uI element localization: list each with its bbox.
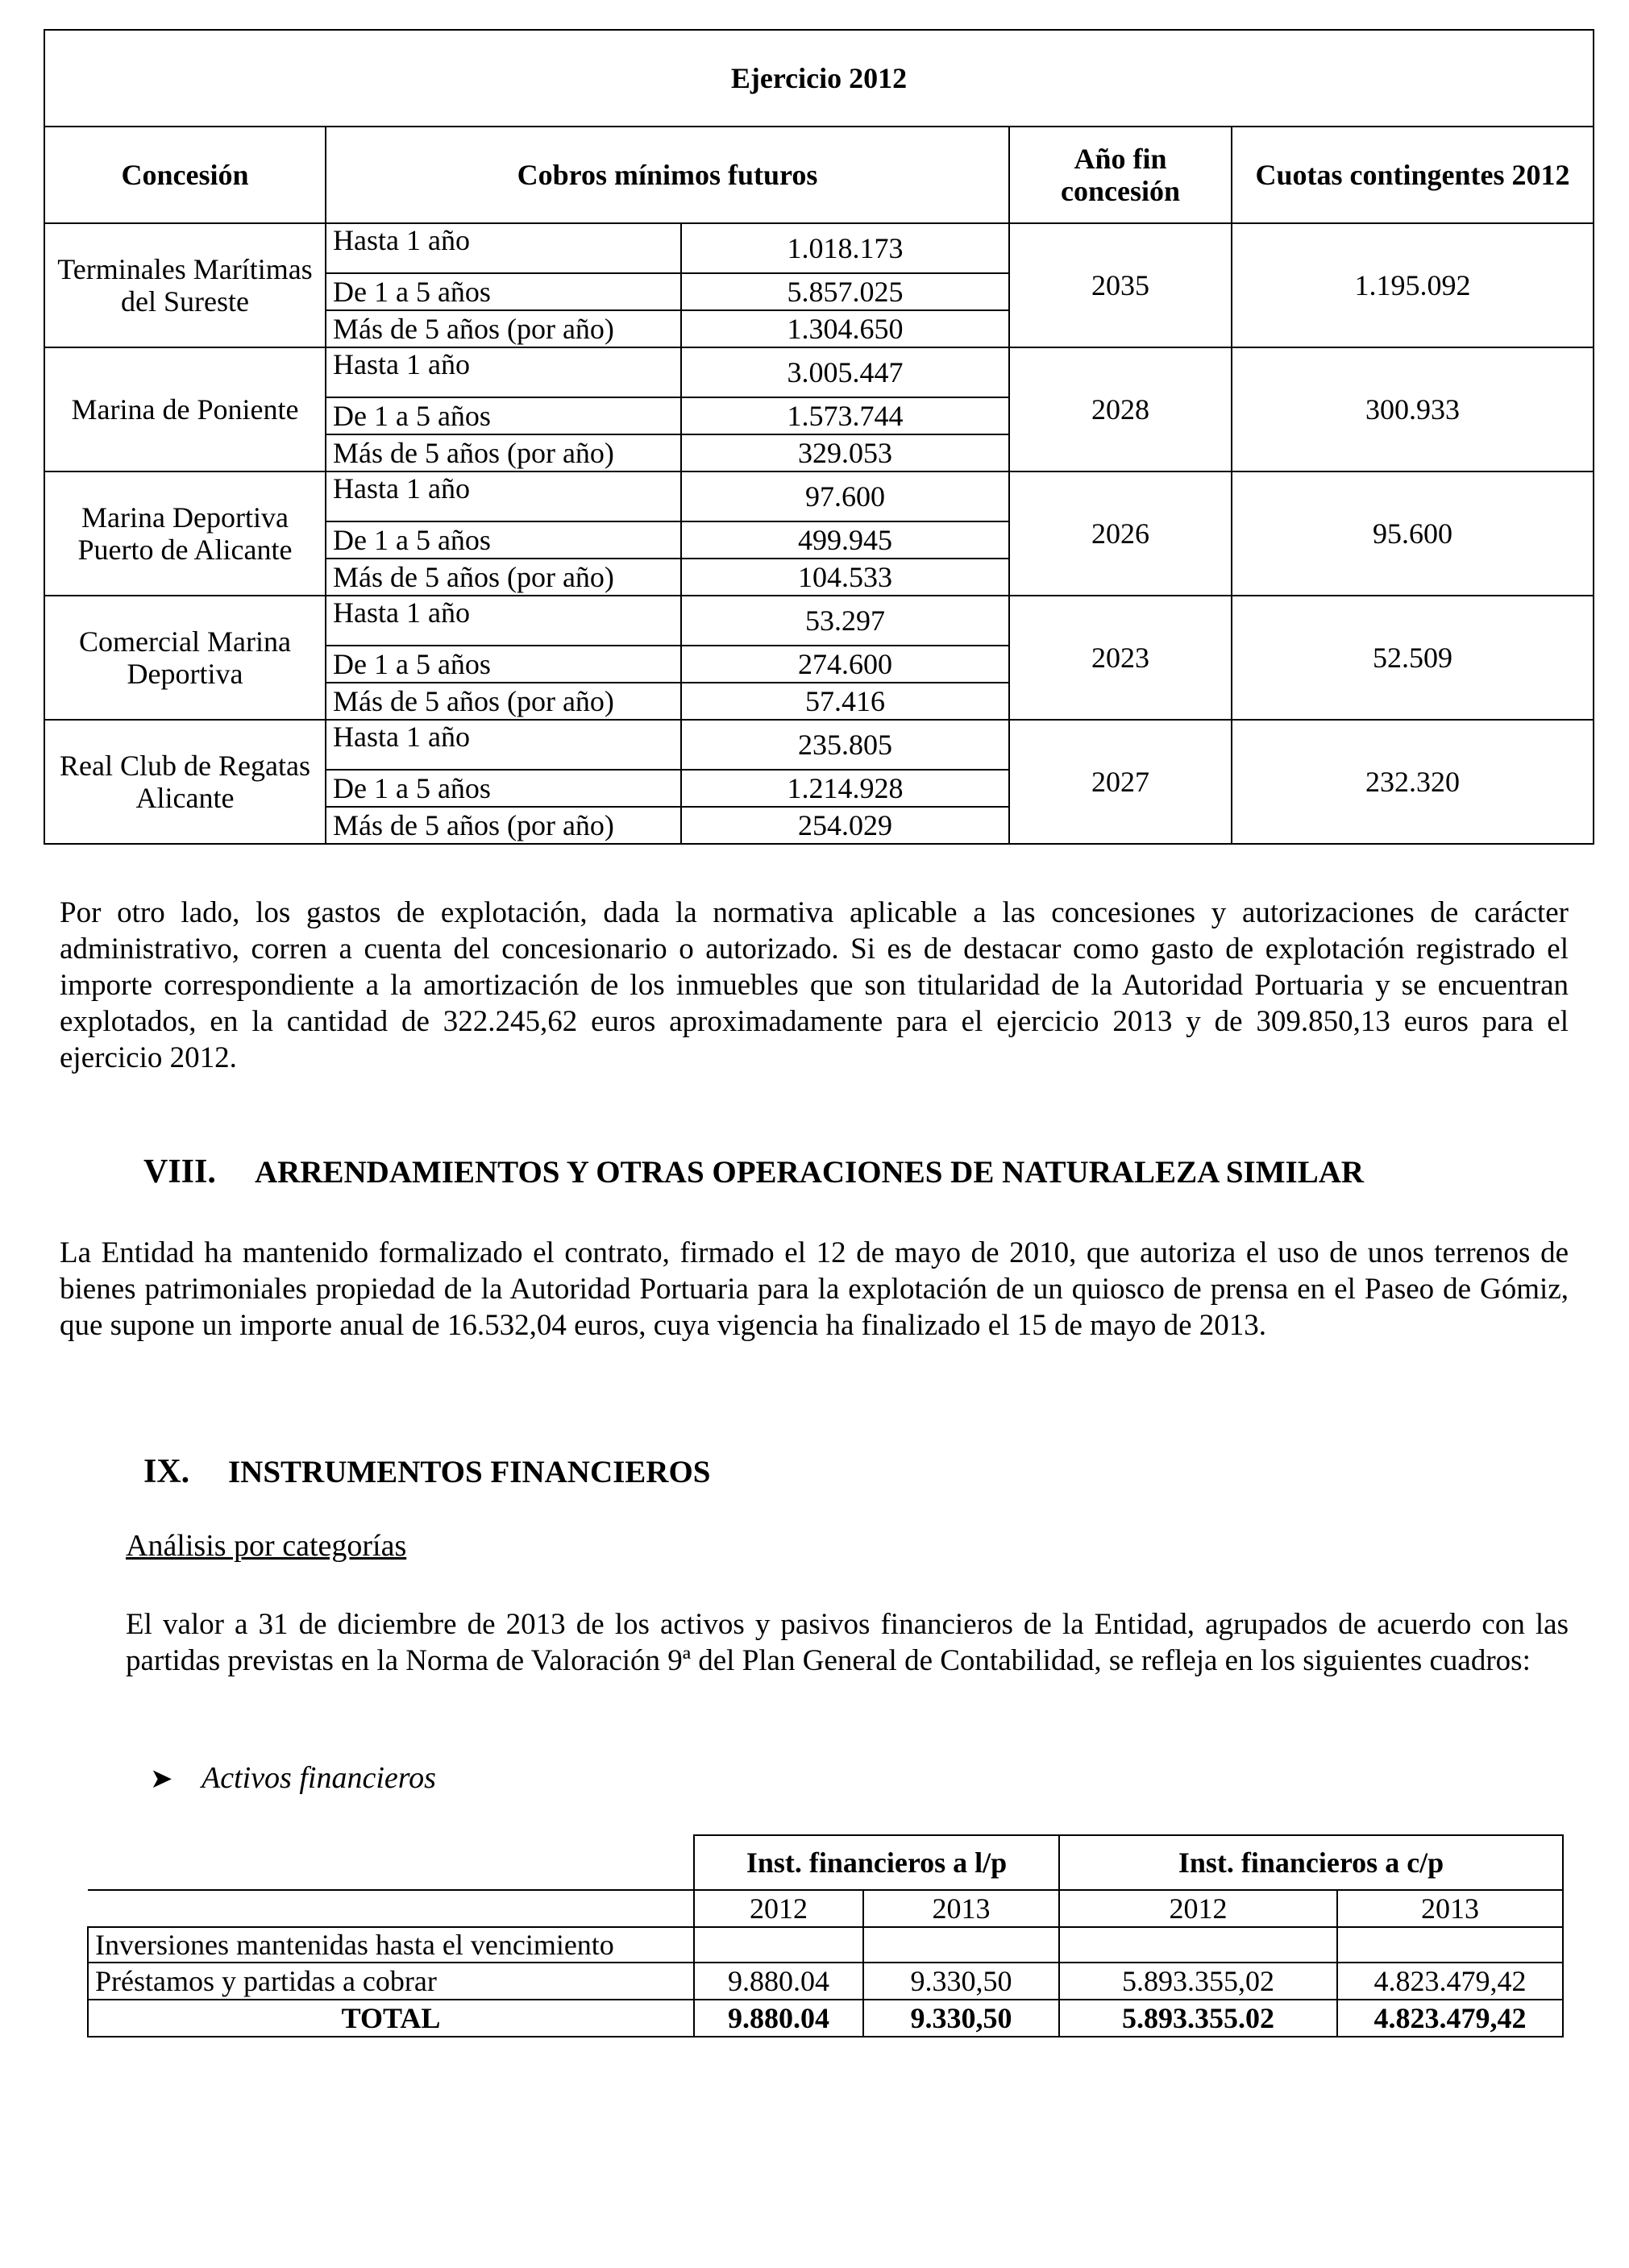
period-value: 499.945	[681, 521, 1009, 559]
period-value: 1.304.650	[681, 310, 1009, 347]
subheading-analysis: Análisis por categorías	[126, 1529, 407, 1563]
period-label: Más de 5 años (por año)	[326, 310, 681, 347]
cell-value	[694, 1927, 863, 1963]
period-value: 97.600	[681, 471, 1009, 521]
concession-name: Real Club de Regatas Alicante	[44, 720, 326, 844]
period-label: Más de 5 años (por año)	[326, 683, 681, 720]
paragraph-lease: La Entidad ha mantenido formalizado el contrato, firmado el 12 de mayo de 2010, que autoriza el uso de unos terrenos de bienes patrimoniales propiedad de la Autoridad Portuaria para la explotación de un quiosco de prensa en el Paseo de Gómiz, que supone un importe anual de 16.532,04 euros, cuya vigencia ha finalizado el 15 de mayo de 2013.	[60, 1236, 1569, 1342]
section-heading-viii	[143, 1153, 1364, 1191]
header-ano-fin: Año fin concesión	[1009, 127, 1232, 223]
table-row	[44, 223, 1594, 273]
period-value: 3.005.447	[681, 347, 1009, 397]
end-year: 2027	[1009, 720, 1232, 844]
cell-value: 9.330,50	[863, 1963, 1059, 2000]
contingent-fee: 52.509	[1232, 596, 1594, 720]
concessions-table	[44, 29, 1594, 845]
period-label: Más de 5 años (por año)	[326, 434, 681, 471]
concession-name: Terminales Marítimas del Sureste	[44, 223, 326, 347]
cell-value: 4.823.479,42	[1337, 1963, 1563, 2000]
table-row	[88, 1963, 1563, 2000]
period-label: De 1 a 5 años	[326, 646, 681, 683]
total-label: TOTAL	[88, 2000, 694, 2037]
period-value: 57.416	[681, 683, 1009, 720]
header-cobros: Cobros mínimos futuros	[326, 127, 1009, 223]
contingent-fee: 1.195.092	[1232, 223, 1594, 347]
cell-value	[863, 1927, 1059, 1963]
total-value: 5.893.355.02	[1059, 2000, 1337, 2037]
period-label: Hasta 1 año	[326, 471, 681, 521]
group-header-lp: Inst. financieros a l/p	[694, 1835, 1059, 1890]
table-row	[44, 471, 1594, 521]
period-label: Hasta 1 año	[326, 347, 681, 397]
total-value: 4.823.479,42	[1337, 2000, 1563, 2037]
period-value: 254.029	[681, 807, 1009, 844]
period-label: Más de 5 años (por año)	[326, 559, 681, 596]
period-value: 5.857.025	[681, 273, 1009, 310]
end-year: 2028	[1009, 347, 1232, 471]
section-title: INSTRUMENTOS FINANCIEROS	[228, 1455, 711, 1489]
period-value: 1.214.928	[681, 770, 1009, 807]
period-value: 104.533	[681, 559, 1009, 596]
empty-corner	[88, 1890, 694, 1927]
total-value: 9.330,50	[863, 2000, 1059, 2037]
total-value: 9.880.04	[694, 2000, 863, 2037]
row-label: Préstamos y partidas a cobrar	[88, 1963, 694, 2000]
concession-name: Marina Deportiva Puerto de Alicante	[44, 471, 326, 596]
period-value: 1.018.173	[681, 223, 1009, 273]
period-value: 329.053	[681, 434, 1009, 471]
empty-corner	[88, 1835, 694, 1890]
group-header-cp: Inst. financieros a c/p	[1059, 1835, 1563, 1890]
table-row	[44, 347, 1594, 397]
year-header: 2012	[1059, 1890, 1337, 1927]
contingent-fee: 95.600	[1232, 471, 1594, 596]
period-label: Hasta 1 año	[326, 720, 681, 770]
section-number: IX.	[143, 1453, 190, 1490]
contingent-fee: 232.320	[1232, 720, 1594, 844]
cell-value: 5.893.355,02	[1059, 1963, 1337, 2000]
paragraph-financial-instruments: El valor a 31 de diciembre de 2013 de los activos y pasivos financieros de la Entidad, agrupados de acuerdo con las partidas previstas en la Norma de Valoración 9ª del Plan General de Contabilidad, se refleja en los siguientes cuadros:	[126, 1608, 1569, 1677]
period-label: De 1 a 5 años	[326, 397, 681, 434]
period-value: 235.805	[681, 720, 1009, 770]
header-concesion: Concesión	[44, 127, 326, 223]
period-value: 53.297	[681, 596, 1009, 646]
concession-name: Comercial Marina Deportiva	[44, 596, 326, 720]
year-header: 2013	[863, 1890, 1059, 1927]
cell-value: 9.880.04	[694, 1963, 863, 2000]
period-label: De 1 a 5 años	[326, 521, 681, 559]
end-year: 2026	[1009, 471, 1232, 596]
row-label: Inversiones mantenidas hasta el vencimiento	[88, 1927, 694, 1963]
end-year: 2035	[1009, 223, 1232, 347]
period-label: De 1 a 5 años	[326, 273, 681, 310]
cell-value	[1337, 1927, 1563, 1963]
contingent-fee: 300.933	[1232, 347, 1594, 471]
period-value: 1.573.744	[681, 397, 1009, 434]
section-title: ARRENDAMIENTOS Y OTRAS OPERACIONES DE NATURALEZA SIMILAR	[255, 1155, 1365, 1190]
table-row	[44, 720, 1594, 770]
table-row	[88, 1927, 1563, 1963]
period-label: Hasta 1 año	[326, 596, 681, 646]
cell-value	[1059, 1927, 1337, 1963]
year-header: 2013	[1337, 1890, 1563, 1927]
section-heading-ix	[143, 1452, 710, 1491]
header-cuotas: Cuotas contingentes 2012	[1232, 127, 1594, 223]
period-label: Hasta 1 año	[326, 223, 681, 273]
bullet-activos	[150, 1760, 436, 1796]
period-label: Más de 5 años (por año)	[326, 807, 681, 844]
arrow-bullet-icon: ➤	[150, 1764, 173, 1794]
paragraph-operating-expenses: Por otro lado, los gastos de explotación, dada la normativa aplicable a las concesiones y autorizaciones de carácter administrativo, corren a cuenta del concesionario o autorizado. Si es de destacar como gasto de explotación registrado el importe correspondiente a la amortización de los inmuebles que son titularidad de la Autoridad Portuaria y se encuentran explotados, en la cantidad de 322.245,62 euros aproximadamente para el ejercicio 2013 y de 309.850,13 euros para el ejercicio 2012.	[60, 896, 1569, 1074]
year-header: 2012	[694, 1890, 863, 1927]
end-year: 2023	[1009, 596, 1232, 720]
table-row	[44, 596, 1594, 646]
period-label: De 1 a 5 años	[326, 770, 681, 807]
concession-name: Marina de Poniente	[44, 347, 326, 471]
section-number: VIII.	[143, 1153, 216, 1190]
total-row	[88, 2000, 1563, 2037]
table-title: Ejercicio 2012	[44, 30, 1594, 127]
financial-assets-table	[87, 1834, 1564, 2037]
bullet-label: Activos financieros	[202, 1761, 436, 1795]
period-value: 274.600	[681, 646, 1009, 683]
